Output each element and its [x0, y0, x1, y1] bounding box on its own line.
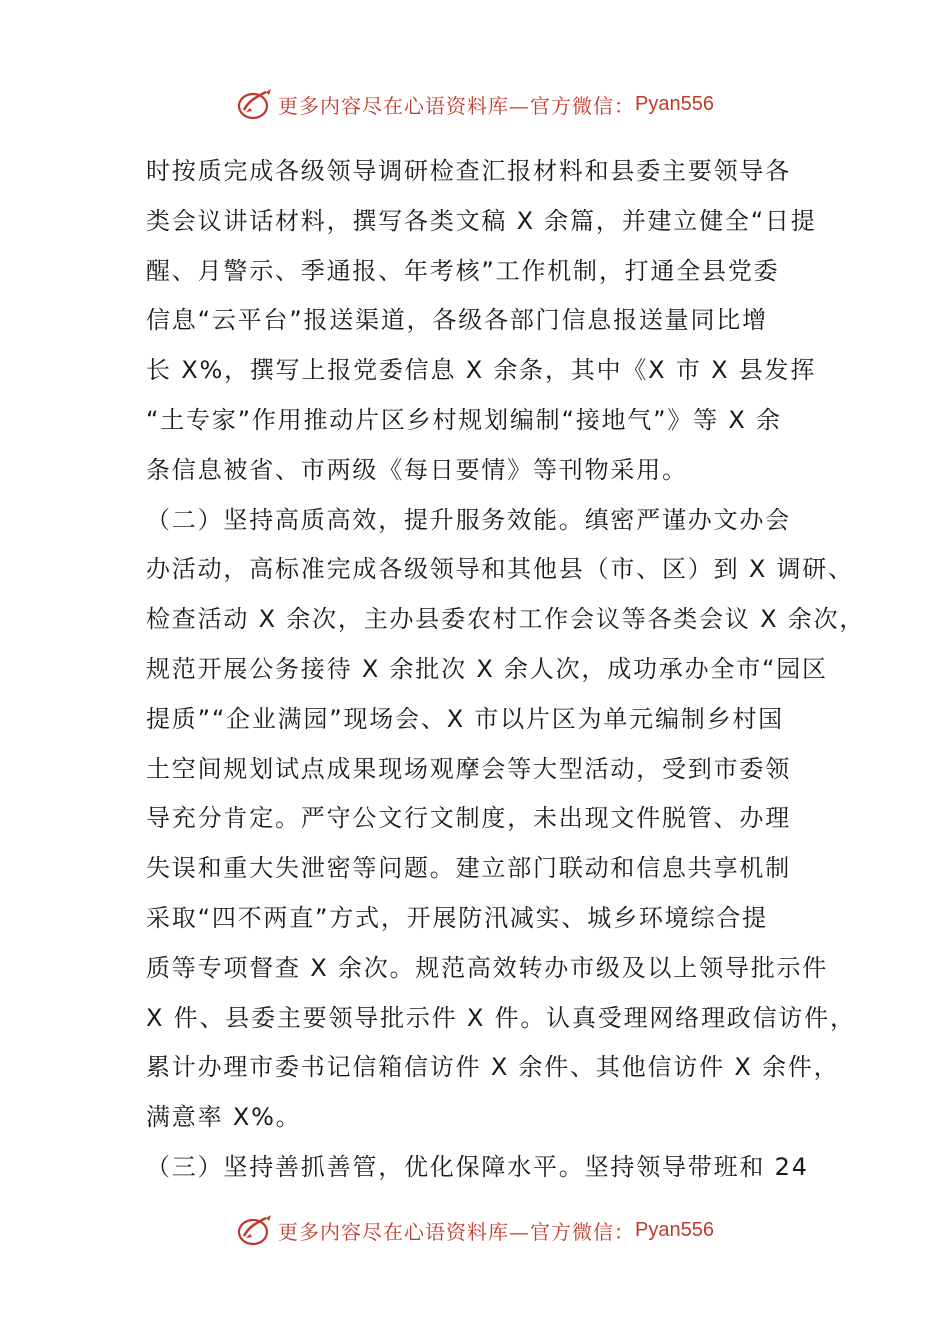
section-heading-line: （二）坚持高质高效，提升服务效能。缜密严谨办文办会	[146, 505, 791, 534]
text-line: 规范开展公务接待 X 余批次 X 余人次，成功承办全市“园区	[146, 654, 828, 683]
text-line: 累计办理市委书记信箱信访件 X 余件、其他信访件 X 余件，	[146, 1053, 840, 1082]
section-heading-line: （三）坚持善抓善管，优化保障水平。坚持领导带班和 24	[146, 1152, 809, 1181]
text-line: “土专家”作用推动片区乡村规划编制“接地气”》等 X 余	[146, 405, 782, 434]
text-line: 办活动，高标准完成各级领导和其他县（市、区）到 X 调研、	[146, 555, 854, 584]
watermark-text: 更多内容尽在心语资料库—官方微信：	[278, 93, 636, 118]
footer-watermark	[0, 1210, 950, 1250]
text-line: 类会议讲话材料，撰写各类文稿 X 余篇，并建立健全“日提	[146, 206, 817, 235]
text-line: 信息“云平台”报送渠道，各级各部门信息报送量同比增	[146, 306, 768, 335]
text-line: 时按质完成各级领导调研检查汇报材料和县委主要领导各	[146, 157, 791, 185]
text-line: 采取“四不两直”方式，开展防汛减实、城乡环境综合提	[146, 903, 768, 932]
text-line: 质等专项督查 X 余次。规范高效转办市级及以上领导批示件	[146, 953, 829, 982]
text-line: 导充分肯定。严守公文行文制度，未出现文件脱管、办理	[146, 804, 791, 833]
text-line: 土空间规划试点成果现场观摩会等大型活动，受到市委领	[146, 754, 791, 783]
text-line: 条信息被省、市两级《每日要情》等刊物采用。	[146, 455, 688, 484]
text-line: 失误和重大失泄密等问题。建立部门联动和信息共享机制	[146, 854, 791, 883]
watermark-text: 更多内容尽在心语资料库—官方微信：	[278, 1219, 636, 1244]
watermark-wechat-id: Pyan556	[635, 1218, 714, 1241]
document-body	[146, 147, 866, 1193]
text-line: 检查活动 X 余次，主办县委农村工作会议等各类会议 X 余次，	[146, 605, 866, 634]
pen-logo-icon	[236, 86, 274, 122]
header-watermark	[0, 84, 950, 124]
text-line: X 件、县委主要领导批示件 X 件。认真受理网络理政信访件，	[146, 1003, 856, 1032]
pen-logo-icon	[236, 1212, 274, 1248]
text-line: 长 X%，撰写上报党委信息 X 余条，其中《X 市 X 县发挥	[146, 356, 817, 385]
watermark-wechat-id: Pyan556	[635, 92, 714, 115]
text-line: 提质”“企业满园”现场会、X 市以片区为单元编制乡村国	[146, 704, 784, 733]
text-line: 醒、月警示、季通报、年考核”工作机制，打通全县党委	[146, 256, 780, 285]
text-line: 满意率 X%。	[146, 1103, 302, 1132]
